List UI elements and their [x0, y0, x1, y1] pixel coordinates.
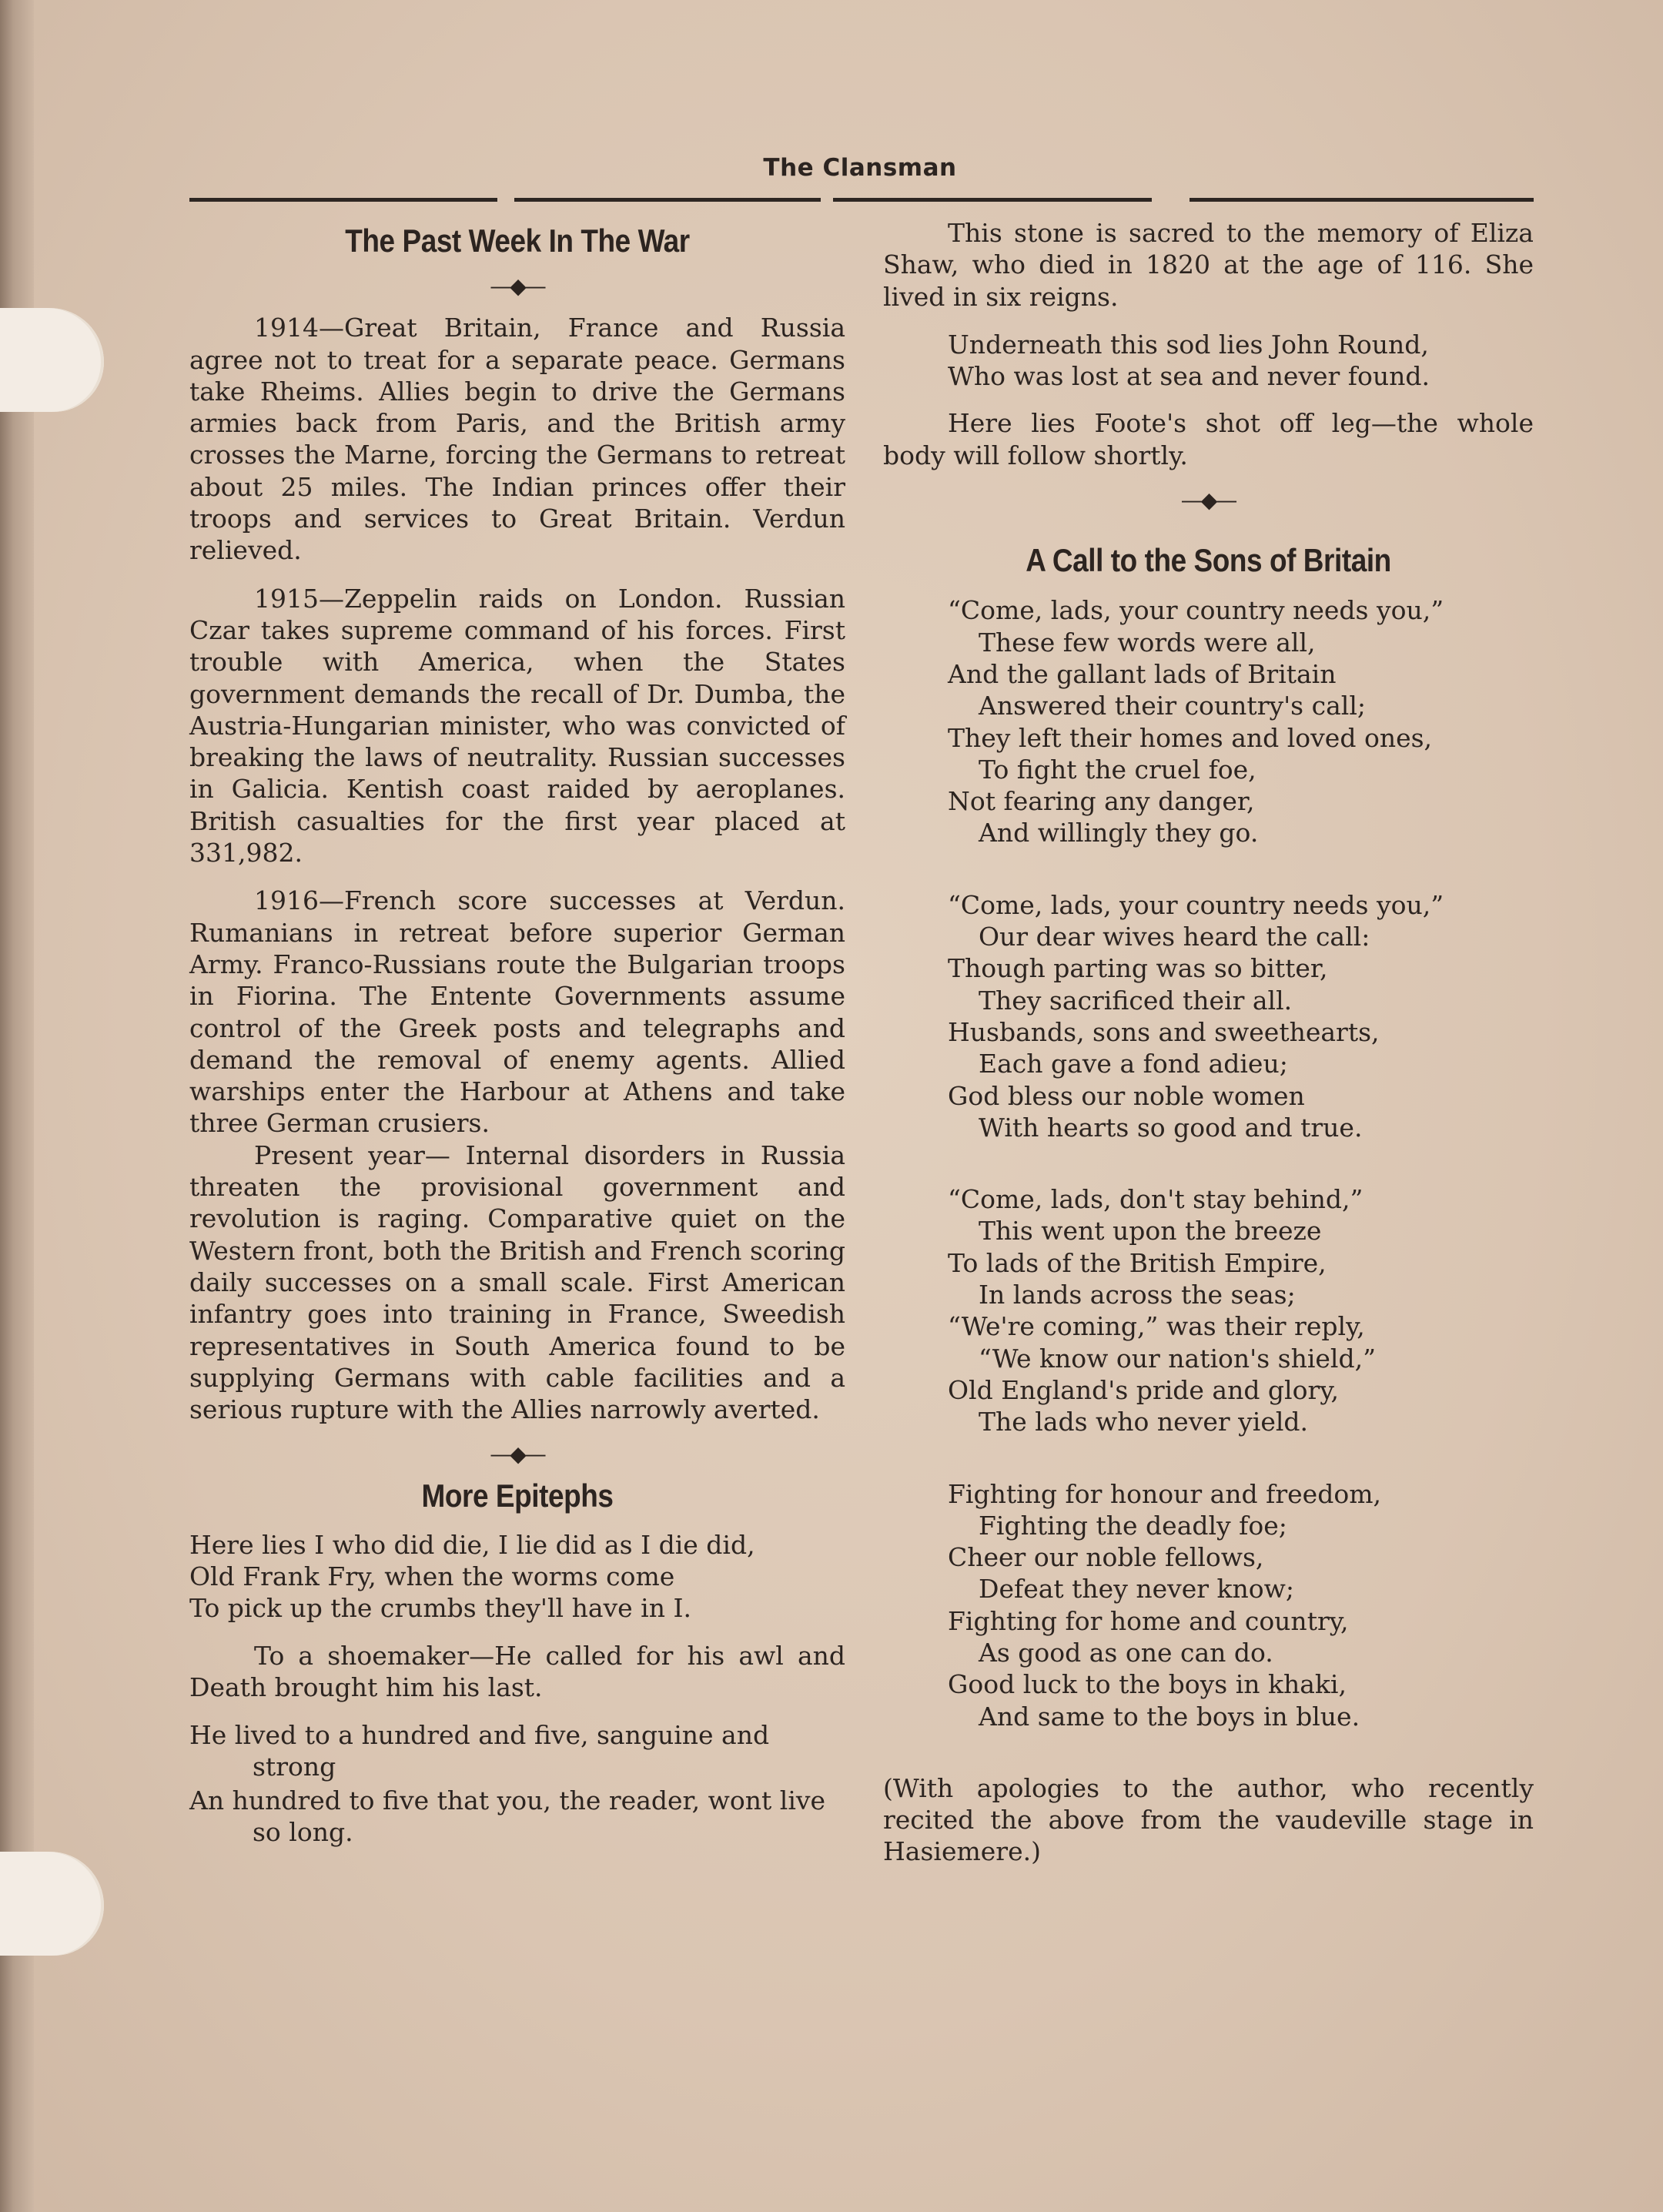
epitaph-line: Who was lost at sea and never found. — [948, 361, 1430, 392]
poem-line: To fight the cruel foe, — [979, 754, 1256, 785]
poem-line: Husbands, sons and sweethearts, — [948, 1016, 1380, 1047]
poem-line: These few words were all, — [979, 627, 1316, 658]
poem-line: As good as one can do. — [979, 1637, 1273, 1668]
epitaph-round — [883, 329, 1534, 393]
ornament-divider: —◆— — [490, 1441, 545, 1467]
poem-stanza-3 — [883, 1183, 1534, 1437]
header-rule — [189, 198, 497, 202]
poem-line: “We know our nation's shield,” — [979, 1343, 1376, 1374]
poem-stanza-2 — [883, 889, 1534, 1143]
apology-note: (With apologies to the author, who recently recited the above from the vaudeville stage in Hasiemere.) — [883, 1772, 1534, 1867]
header-rule — [514, 198, 821, 202]
epitaphs-section-title: More Epitephs — [421, 1477, 614, 1514]
epitaph-reader: An hundred to five that you, the reader, wont live so long. — [189, 1785, 826, 1848]
poem-line: Old England's pride and glory, — [948, 1374, 1340, 1405]
poem-line: In lands across the seas; — [979, 1280, 1296, 1310]
epitaph-line: To pick up the crumbs they'll have in I. — [189, 1593, 691, 1624]
poem-line: Good luck to the boys in khaki, — [948, 1669, 1347, 1700]
right-column — [883, 217, 1534, 1884]
paragraph-1914: 1914—Great Britain, France and Russia agree not to treat for a separate peace. Germans take Rheims. Allies begin to drive the Germans armies back from Paris, and the British army crosses the Marne, forcing the Germans to retreat about 25 miles. The Indian princes offer their troops and services to Great Britain. Verdun relieved. — [189, 313, 845, 566]
poem-line: Our dear wives heard the call: — [979, 922, 1370, 952]
paragraph-1916: 1916—French score successes at Verdun. Rumanians in retreat before superior German Army. Franco-Russians route the Bulgarian troops in Fiorina. The Entente Governments assume control of the Greek posts and telegraphs and demand the removal of enemy agents. Allied warships enter the Harbour at Athens and take three German crusiers. — [189, 885, 845, 1139]
epitaph-line: Here lies I who did die, I lie did as I die did, — [189, 1529, 755, 1560]
poem-line: This went upon the breeze — [979, 1216, 1322, 1247]
epitaph-line: Old Frank Fry, when the worms come — [189, 1561, 675, 1591]
header-rule — [833, 198, 1152, 202]
poem-line: Answered their country's call; — [979, 691, 1366, 721]
poem-line: They left their homes and loved ones, — [948, 722, 1433, 753]
poem-line: “Come, lads, your country needs you,” — [948, 595, 1444, 626]
poem-line: “We're coming,” was their reply, — [948, 1311, 1365, 1342]
paragraph-1915: 1915—Zeppelin raids on London. Russian Czar takes supreme command of his forces. First trouble with America, when the States government demands the recall of Dr. Dumba, the Austria-Hungarian minister, who was convicted of breaking the laws of neutrality. Russian successes in Galicia. Kentish coast raided by aeroplanes. British casualties for the first year placed at 331,982. — [189, 583, 845, 868]
poem-line: Cheer our noble fellows, — [948, 1542, 1264, 1573]
poem-line: God bless our noble women — [948, 1080, 1305, 1111]
poem-title: A Call to the Sons of Britain — [1026, 542, 1391, 579]
poem-line: They sacrificed their all. — [979, 985, 1293, 1016]
epitaph-fry — [189, 1529, 845, 1625]
left-column — [189, 217, 845, 1864]
war-section-title: The Past Week In The War — [345, 223, 690, 259]
poem-line: Not fearing any danger, — [948, 786, 1255, 817]
epitaph-shoemaker: To a shoemaker—He called for his awl and Death brought him his last. — [189, 1640, 845, 1702]
poem-stanza-4 — [883, 1478, 1534, 1732]
poem-line: Fighting the deadly foe; — [979, 1510, 1287, 1541]
epitaph-line: Underneath this sod lies John Round, — [948, 329, 1429, 360]
poem-line: And same to the boys in blue. — [979, 1701, 1360, 1732]
header-rule — [1190, 198, 1534, 202]
poem — [883, 594, 1534, 1732]
ornament-divider: —◆— — [1180, 487, 1236, 514]
epitaph-hundred-five: He lived to a hundred and five, sanguine and strong — [189, 1720, 770, 1782]
poem-line: “Come, lads, don't stay behind,” — [948, 1184, 1364, 1215]
poem-line: And the gallant lads of Britain — [948, 658, 1337, 689]
poem-line: Each gave a fond adieu; — [979, 1049, 1288, 1079]
epitaph-foote: Here lies Foote's shot off leg—the whole body will follow shortly. — [883, 408, 1534, 470]
ornament-divider: —◆— — [490, 273, 545, 300]
poem-line: Though parting was so bitter, — [948, 953, 1328, 984]
poem-line: Defeat they never know; — [979, 1574, 1295, 1605]
poem-line: Fighting for honour and freedom, — [948, 1478, 1381, 1509]
poem-line: The lads who never yield. — [979, 1407, 1309, 1437]
poem-line: And willingly they go. — [979, 818, 1259, 848]
epitaph-shaw: This stone is sacred to the memory of Eliza Shaw, who died in 1820 at the age of 116. She lived in six reigns. — [883, 218, 1534, 312]
running-header: The Clansman — [763, 154, 957, 182]
poem-line: To lads of the British Empire, — [948, 1247, 1327, 1278]
binding-hole-top — [0, 308, 104, 412]
poem-line: Fighting for home and country, — [948, 1605, 1349, 1636]
poem-line: “Come, lads, your country needs you,” — [948, 889, 1444, 920]
paragraph-present: Present year— Internal disorders in Russia threaten the provisional government and revolution is raging. Comparative quiet on the Western front, both the British and French scoring daily successes on a small scale. First American infantry goes into training in France, Sweedish representatives in South America found to be supplying Germans with cable facilities and a serious rupture with the Allies narrowly averted. — [189, 1139, 845, 1425]
poem-line: With hearts so good and true. — [979, 1112, 1363, 1143]
binding-hole-bottom — [0, 1852, 104, 1956]
poem-stanza-1 — [883, 594, 1534, 848]
